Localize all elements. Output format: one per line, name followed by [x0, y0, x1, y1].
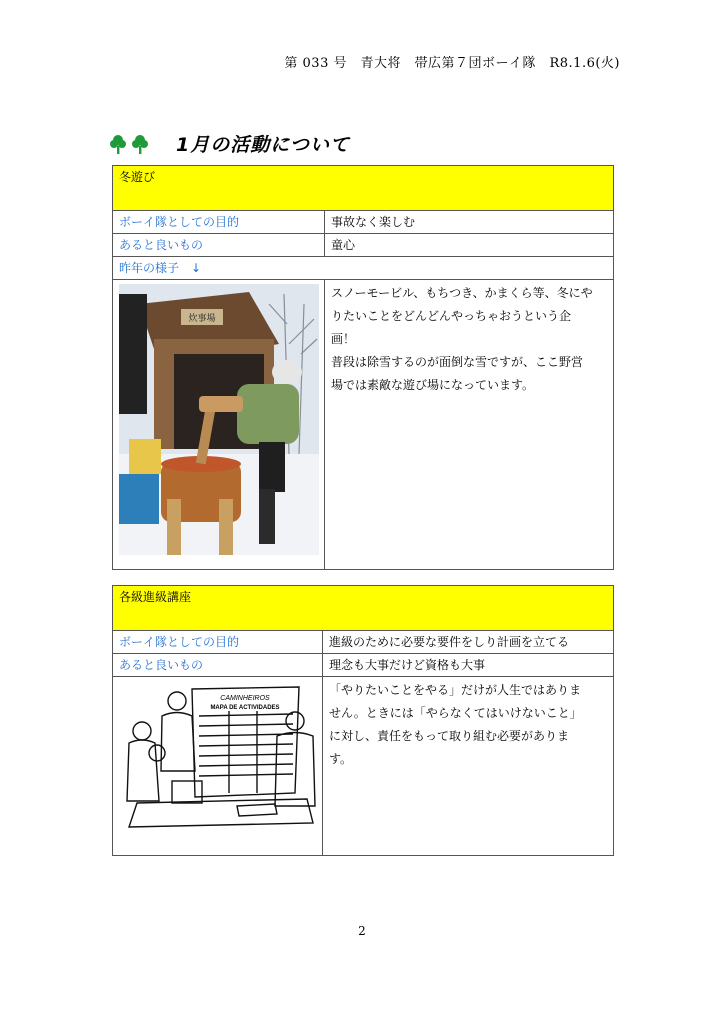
activity-table-winter — [112, 165, 614, 570]
activity-description: 「やりたいことをやる」だけが人生ではありま せん。ときには「やらなくてはいけないこと」 に対し、責任をもって取り組む必要がありま す。 — [323, 677, 614, 856]
activity-table-rank — [112, 585, 614, 856]
newsletter-header: 第 033 号 青大将 帯広第７団ボーイ隊 R8.1.6(火) — [284, 56, 620, 71]
items-value: 理念も大事だけど資格も大事 — [323, 654, 614, 677]
purpose-value: 事故なく楽しむ — [325, 211, 614, 234]
purpose-value: 進級のために必要な要件をしり計画を立てる — [323, 631, 614, 654]
activity-title: 各級進級講座 — [113, 586, 614, 631]
illustration-cell — [113, 677, 323, 856]
board-subtitle: MAPA DE ACTIVIDADES — [210, 705, 280, 711]
items-value: 童心 — [325, 234, 614, 257]
last-year-label: 昨年の様子 ↓ — [113, 257, 614, 280]
board-title: CAMINHEIROS — [220, 695, 270, 702]
activity-title: 冬遊び — [113, 166, 614, 211]
purpose-label: ボーイ隊としての目的 — [113, 211, 325, 234]
hut-sign: 炊事場 — [188, 314, 216, 324]
section-heading — [110, 130, 350, 157]
items-label: あると良いもの — [113, 654, 323, 677]
mochitsuki-photo — [119, 284, 319, 555]
section-title: 1月の活動について — [176, 134, 350, 156]
planning-illustration — [117, 681, 317, 841]
tree-icon — [110, 134, 126, 154]
activity-description: スノーモービル、もちつき、かまくら等、冬にや りたいことをどんどんやっちゃおうという企 画！ 普段は除雪するのが面倒な雪ですが、ここ野営 場では素敵な遊び場になっています。 — [325, 280, 614, 570]
items-label: あると良いもの — [113, 234, 325, 257]
tree-icon — [132, 134, 148, 154]
photo-cell — [113, 280, 325, 570]
purpose-label: ボーイ隊としての目的 — [113, 631, 323, 654]
page-number: 2 — [358, 924, 366, 938]
